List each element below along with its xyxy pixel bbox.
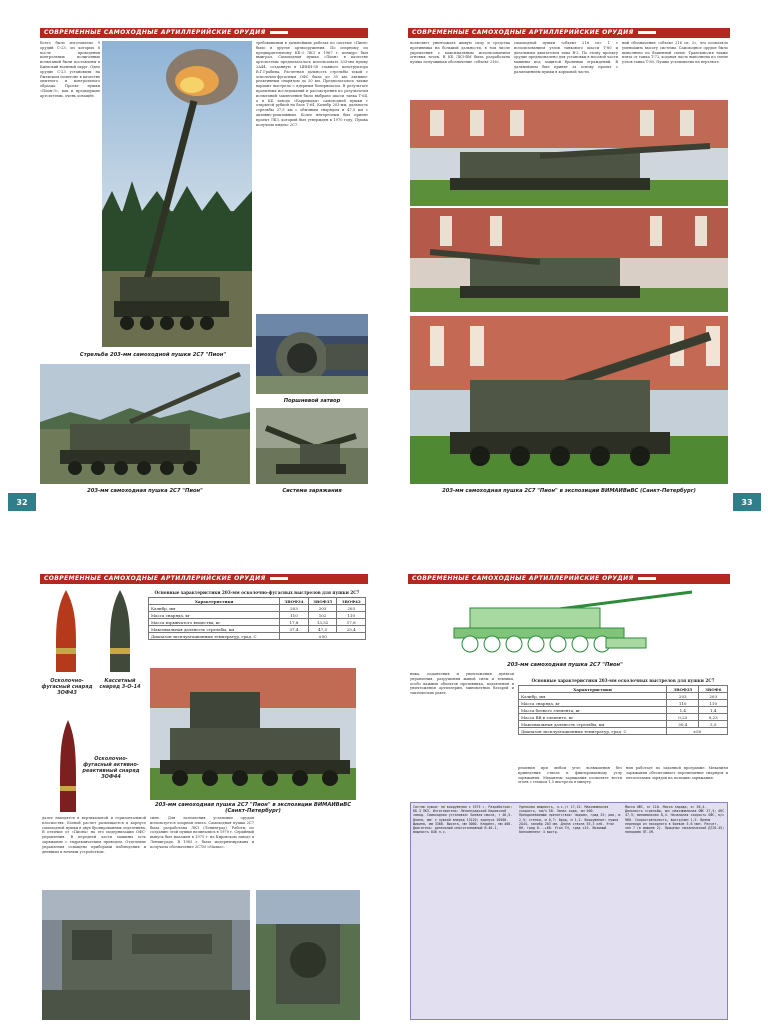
table-cell: ±50 <box>280 633 366 640</box>
page-number-32: 32 <box>8 493 36 511</box>
table-cell: 203 <box>308 605 337 612</box>
caption-pion: 203-мм самоходная пушка 2С7 "Пион" <box>87 488 203 494</box>
table-cell: 17,8 <box>280 619 309 626</box>
spec-box-col-1: Состав пушки: на вооружении с 1975 г. Разработчик: КБ-3 ЛКЗ. Изготовитель: Ленинградский Кировский завод. Самоходная установка: Боевая масса, т 46,5. Длина, мм: с пушкой вперед 13120; корпуса 10500. Ширина, мм 3380. Высота, мм 3000. Клиренс, мм 400. Двигатель: дизельный многотопливный В-46-1, мощность 840 л.с. <box>413 805 513 835</box>
p35-text-col-3: ния работает по заданной программе. Механизм заряжания обеспечивает перемещение снарядов и метательных зарядов на позицию заряжания. <box>626 766 728 780</box>
photo-turret-detail <box>42 890 250 1020</box>
table-cell: Масса боевого элемента, кг <box>519 707 667 714</box>
table-cell: 3,5 <box>699 721 728 728</box>
table-header-cell: ЗВОФ34 <box>280 598 309 605</box>
caption-firing: Стрельба 203-мм самоходной пушки 2С7 "Пион" <box>79 352 227 358</box>
table-cell: Диапазон эксплуатационных температур, град. С <box>149 633 280 640</box>
image-shell-arc <box>56 718 80 814</box>
table-header-row <box>519 686 728 693</box>
table-cell: 13,52 <box>308 619 337 626</box>
magazine-header-p33 <box>408 28 730 38</box>
table-cell: Масса снаряда, кг <box>149 612 280 619</box>
table-cell: 0,23 <box>667 714 699 721</box>
table-cell: 30,4 <box>667 721 699 728</box>
p35-text-col-2: решения при любом угле возвышения без приведения ствола к фиксированному углу заряжания. Механизм заряжания позволяет вести огонь с темпом 1,5 выстрела в минуту. <box>518 766 622 785</box>
table-cell: 47,5 <box>308 626 337 633</box>
spec-table <box>518 685 728 735</box>
table-cell: ±50 <box>667 728 728 735</box>
label-shell-arc: Осколочно-фугасный активно-реактивный снаряд ЗОФ44 <box>82 756 140 780</box>
table-row <box>149 633 366 640</box>
specifications-box <box>410 802 728 1020</box>
table-row <box>149 612 366 619</box>
photo-museum-row-2 <box>410 208 728 312</box>
photo-pion-field <box>40 364 250 484</box>
header-text: СОВРЕМЕННЫЕ САМОХОДНЫЕ АРТИЛЛЕРИЙСКИЕ ОРУДИЯ <box>412 29 634 36</box>
table-cell: Калибр, мм <box>149 605 280 612</box>
table-cell: 203 <box>699 693 728 700</box>
page-number-33: 33 <box>733 493 761 511</box>
table-header-cell: Характеристики <box>149 598 280 605</box>
table-cell: 110 <box>337 612 366 619</box>
table-row <box>519 700 728 707</box>
p34-text-col-1: далее находятся в вертикальной и горизонтальной плоскостях. Боевой расчет размещается в корпусе самоходной пушки в двух бронированных отделениях. В отличие от «Пиона» на его модернизации ОФС-управления. В передней части машины есть заряжание с гидравлическим приводом. Отделение управления оснащено приборами наблюдения и дневным и ночным устройством. <box>42 816 146 854</box>
table-header-cell: ЗВОФ35 <box>308 598 337 605</box>
photo-museum-row-1 <box>410 100 728 206</box>
header-text: СОВРЕМЕННЫЕ САМОХОДНЫЕ АРТИЛЛЕРИЙСКИЕ ОРУДИЯ <box>44 29 266 36</box>
table-header-cell: Характеристики <box>519 686 667 693</box>
magazine-header-p32 <box>40 28 368 38</box>
spec-table-title: Основные характеристики 203-мм осколочных выстрелов для пушки 2С7 <box>531 678 715 683</box>
photo-rear-detail <box>256 890 360 1020</box>
table-cell: 1,4 <box>667 707 699 714</box>
image-shell-cluster <box>104 588 136 674</box>
header-text: СОВРЕМЕННЫЕ САМОХОДНЫЕ АРТИЛЛЕРИЙСКИЕ ОРУДИЯ <box>44 575 266 582</box>
table-cell: Калибр, мм <box>519 693 667 700</box>
spec-table-title: Основные характеристики 203-мм осколочно-фугасных выстрелов для пушки 2С7 <box>154 590 360 595</box>
spec-box-col-3: Масса ОФС, кг 110. Масса заряда, кг 58,4. Дальность стрельбы, км: максимальная ОФС 37,5; ARC 47,5; минимальная 8,4. Начальная скорость ОФС, м/с 960. Скорострельность, выстр/мин 1,5. Время перевода из походного в боевое 5-6 мин. Расчет, чел 7 (в машине 2). Прицелы: механический Д726-45; панорама ПГ-1М. <box>625 805 725 835</box>
table-cell: Диапазон эксплуатационных температур, град. С <box>519 728 667 735</box>
magazine-header-p35 <box>408 574 730 584</box>
drawing-2s7-side-view <box>430 584 700 658</box>
caption-museum-p34: 203-мм самоходная пушка 2С7 "Пион" в экспозиции ВИМАИВиВС (Санкт-Петербург) <box>154 802 352 814</box>
table-cell: Максимальная дальность стрельбы, км <box>149 626 280 633</box>
header-text: СОВРЕМЕННЫЕ САМОХОДНЫЕ АРТИЛЛЕРИЙСКИЕ ОРУДИЯ <box>412 575 634 582</box>
label-shell-ofs: Осколочно-фугасный снаряд ЗОФ43 <box>41 678 93 696</box>
table-row <box>519 721 728 728</box>
table-cell: Масса взрывчатого вещества, кг <box>149 619 280 626</box>
spec-table <box>148 597 366 640</box>
spread-bottom <box>0 512 768 1024</box>
p33-text-col-2: самоходной пушки «объект 216 сп» 1 с использованием узлов танкового шасси Т-80 и дизельным двигателем типа В-2. По этому проекту орудие предназначено для установки в носовой части машины под защитой броневых ограждений. В дальнейшем был принят за основу проект с размещением пушки в кормовой части. <box>514 41 618 74</box>
label-shell-cluster: Кассетный снаряд 3-О-14 <box>99 678 141 690</box>
table-cell: 110 <box>699 700 728 707</box>
table-cell: 17,8 <box>337 619 366 626</box>
caption-drawing: 203-мм самоходная пушка 2С7 "Пион" <box>507 662 623 668</box>
photo-museum-p34 <box>150 668 356 800</box>
table-row <box>519 707 728 714</box>
photo-loading-system <box>256 408 368 484</box>
p32-text-col-3: требованиями в дальнейших работах по системе «Пион» было в другие артвооружения. По опорному по предварительному КБ-3 ЛКЗ в 1967 г. конкурс был выиграл. Самоходная пушка «Пион» в качестве артсистемы предполагалось использовать 203-мм пушку 2А44, созданную в ЦНИИ-58 главного конструктора В.Г.Грабина. Расчетная дальность стрельбы такой с осколочно-фугасным ОФС была до 35 км, активно-реактивным снарядом до 50 км. Предполагалось также вариант выстрела с ядерным боеприпасом. В результате проектных исследований и рассмотрения по результатам испытаний заключения было выбрано шасси танка Т-64, а в КБ завода «Баррикады» самоходной пушки с открытой рубкой на базе Т-64. Калибр 203-мм, дальность стрельбы 37,5 км с обычным снарядом и 47,5 км с активно-реактивным. Более интересным был принят проект ЛКЗ, который был утвержден в 1970 году. Пушка получила индекс 2С7. <box>256 41 368 127</box>
caption-breech: Поршневой затвор <box>283 398 341 404</box>
photo-breech <box>256 314 368 394</box>
table-cell: 110 <box>667 700 699 707</box>
magazine-header-p34 <box>40 574 368 584</box>
header-stripe <box>638 31 656 34</box>
header-stripe <box>270 31 288 34</box>
table-cell: 37,4 <box>280 626 309 633</box>
table-cell: Масса снаряда, кг <box>519 700 667 707</box>
spec-table-p35 <box>518 678 728 735</box>
table-row <box>519 693 728 700</box>
spec-table-p34 <box>148 590 366 640</box>
p33-text-col-1: позволяет уничтожать живую силу и средства противника на большой дальности, в том числе укрепления с максимальным использованием огневых точек. В КБ ЛКЗ-ВМ была разработана пушка получившая обозначение «объект 216». <box>410 41 510 65</box>
photo-firing-2s7 <box>102 41 252 347</box>
photo-museum-front <box>410 316 728 484</box>
table-cell: 110 <box>280 612 309 619</box>
spec-box-col-2: Удельная мощность, л.с./т 17,15. Максимальная скорость, км/ч 50. Запас хода, км 500. Преодолеваемые препятствия: подъем, град 25; ров, м 2,5; стенка, м 0,7; брод, м 1,2. Вооружение: пушка 2А44, калибр 203 мм. Длина ствола 55,3 клб. Угол ВН, град 0...+60. Угол ГН, град ±15. Возимый боекомплект 4 выстр. <box>519 805 621 835</box>
table-row <box>519 714 728 721</box>
caption-museum-p33: 203-мм самоходная пушка 2С7 "Пион" в экспозиции ВИМАИВиВС (Санкт-Петербург) <box>442 488 696 494</box>
header-stripe <box>638 577 656 580</box>
table-header-cell: ЗВОФ35 <box>667 686 699 693</box>
table-cell: 102 <box>308 612 337 619</box>
image-shell-ofs <box>50 588 82 674</box>
table-cell: 1,4 <box>699 707 728 714</box>
p33-text-col-3: ний обозначение «объект 216 сп. 2», что позволяло уменьшить высоту системы. Самоходное орудие было выполнено по башенной схеме. Трансмиссия также взята от танка Т-72, ходовая часть выполнена по схеме узлов танка Т-80. Пушка установлена на вертлюге. <box>622 41 728 65</box>
p34-text-col-2: сине. Для заземления установки орудия используется опорная плита. Самоходная пушка 2С7 была разработана ЛКЗ (Ленинград). Работы по созданию этой пушки начинались в 1970 г. Серийный выпуск был налажен в 1975 г. на Кировском заводе в Ленинграде. В 1983 г. была модернизирована и получила обозначение 2С7М «Малка». <box>150 816 254 849</box>
table-row <box>149 626 366 633</box>
table-cell: 203 <box>280 605 309 612</box>
table-row <box>149 619 366 626</box>
table-cell: 0,23 <box>699 714 728 721</box>
p32-text-col-1: Всего было изготовлено 9 орудий С-23, из которых 8 после проведения контрольных полигонных испытаний были поставлены в Киевский военный округ. Одно орудие С-23 установили на Ржевском полигоне в качестве опытного и контрольного образца. Проект пушки «Пион-3», как и предыдущие артсистемы, очень оснащён. <box>40 41 100 98</box>
table-cell: 25,4 <box>337 626 366 633</box>
table-cell: 203 <box>667 693 699 700</box>
p35-text-col-1: ника, подавления и уничтожения пунктов управления, разрушения живой силы и техники, особо важных объектов противника, подавления и уничтожения артиллерии, минометных батарей и тактических ракет. <box>410 672 514 696</box>
table-cell: 203 <box>337 605 366 612</box>
table-row <box>149 605 366 612</box>
header-stripe <box>270 577 288 580</box>
table-header-cell: ЗВОФ6 <box>699 686 728 693</box>
table-cell: Максимальная дальность стрельбы, км <box>519 721 667 728</box>
table-header-row <box>149 598 366 605</box>
caption-loading: Система заряжания <box>282 488 342 494</box>
table-row <box>519 728 728 735</box>
table-header-cell: ЗВОФ42 <box>337 598 366 605</box>
table-cell: Масса ВВ в элементе, кг <box>519 714 667 721</box>
